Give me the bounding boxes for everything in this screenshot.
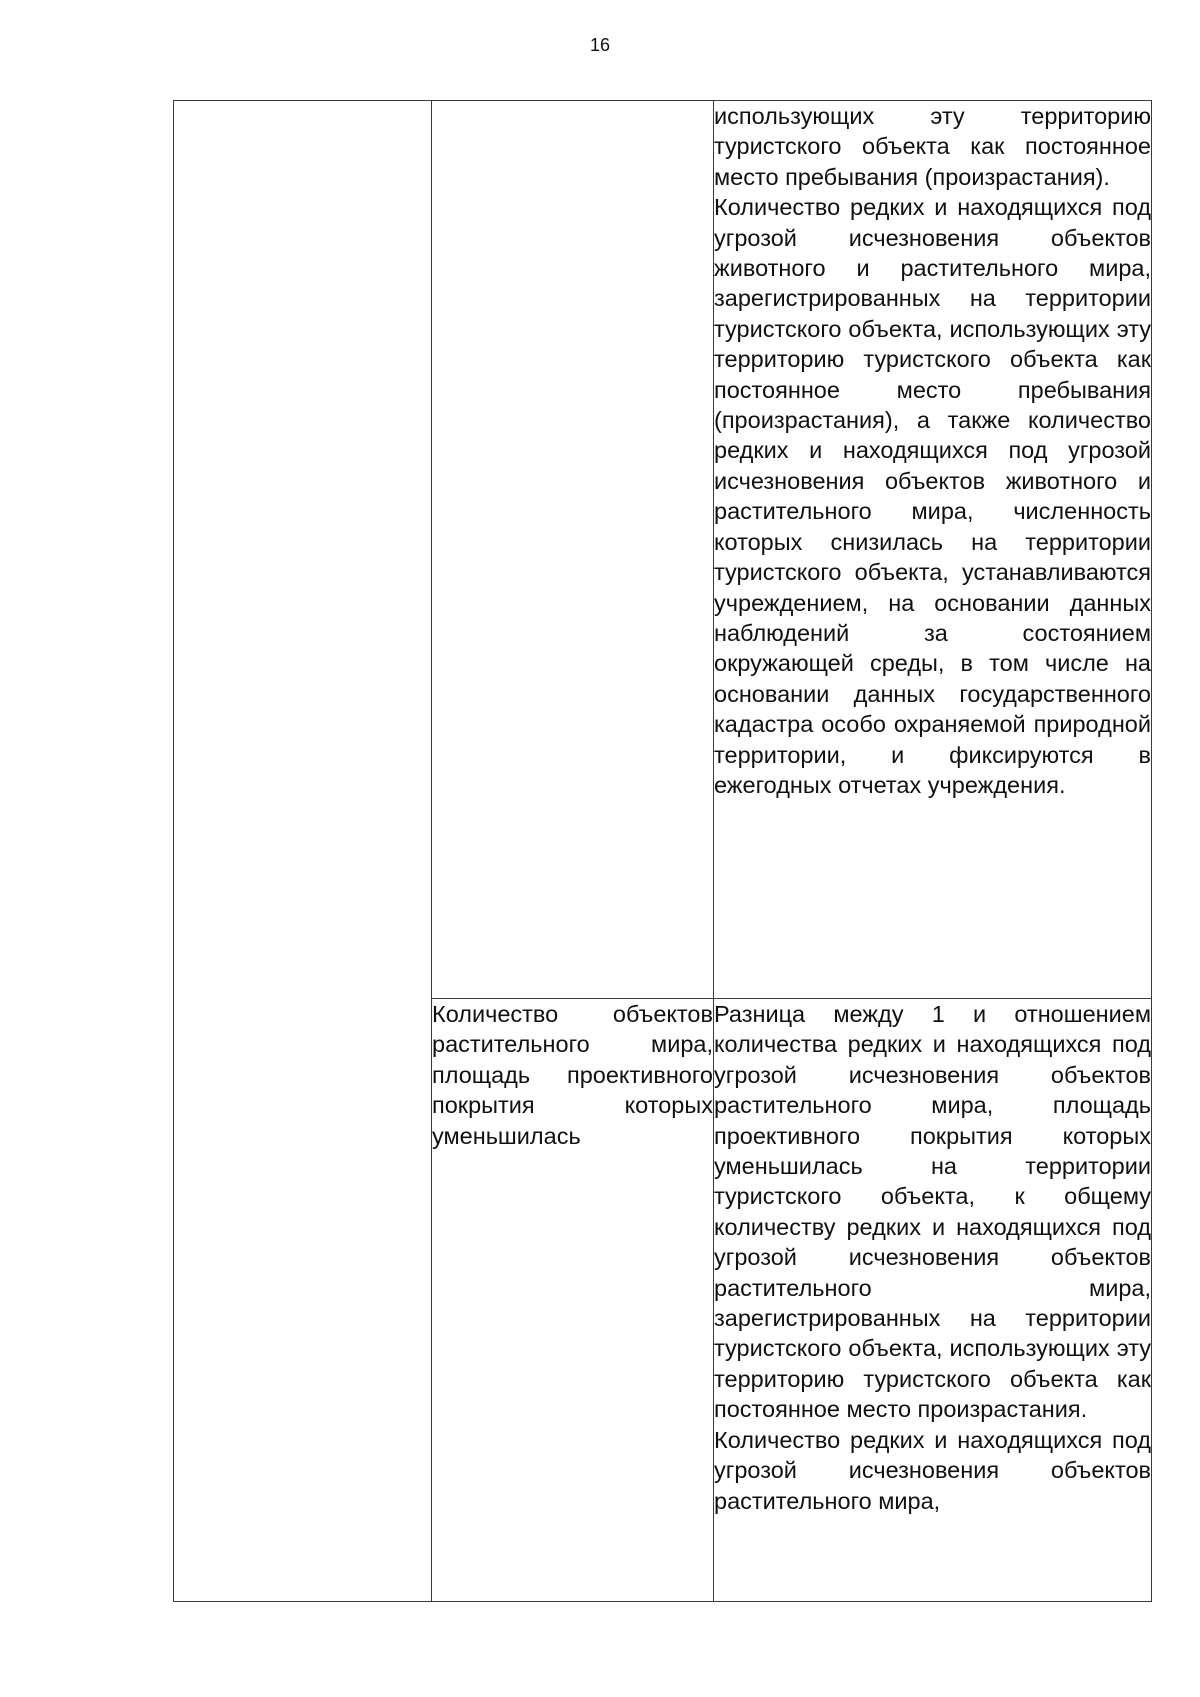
method-paragraph: использующих эту территорию туристского объекта как постоянное место пребывания (произрастания). (714, 103, 1151, 190)
method-paragraph: Количество редких и находящихся под угрозой исчезновения объектов животного и растительного мира, зарегистрированных на территории туристского объекта, использующих эту территорию туристского объекта как постоянное место пребывания (произрастания), а также количество редких и находящихся под угрозой исчезновения объектов животного и растительного мира, численность которых снизилась на территории туристского объекта, устанавливаются учреждением, на основании данных наблюдений за состоянием окружающей среды, в том числе на основании данных государственного кадастра особо охраняемой природной территории, и фиксируются в ежегодных отчетах учреждения. (714, 194, 1151, 798)
table-cell-method (714, 101, 1152, 999)
table-cell-indicator-name (432, 999, 714, 1602)
table-row (174, 101, 1152, 999)
indicator-table (173, 100, 1152, 1602)
indicator-name-text: Количество объектов растительного мира, площадь проективного покрытия которых уменьшилась (432, 1001, 713, 1149)
method-paragraph: Разница между 1 и отношением количества редких и находящихся под угрозой исчезновения объектов растительного мира, площадь проективного покрытия которых уменьшилась на территории туристского объекта, к общему количеству редких и находящихся под угрозой исчезновения объектов растительного мира, зарегистрированных на территории туристского объекта, использующих эту территорию туристского объекта как постоянное место произрастания. (714, 1001, 1151, 1423)
table-cell-method (714, 999, 1152, 1602)
table-cell-indicator-name (432, 101, 714, 999)
page-number: 16 (589, 35, 611, 55)
method-paragraph: Количество редких и находящихся под угрозой исчезновения объектов растительного мира, (714, 1426, 1151, 1514)
table-cell-indicator-group (174, 101, 432, 1602)
